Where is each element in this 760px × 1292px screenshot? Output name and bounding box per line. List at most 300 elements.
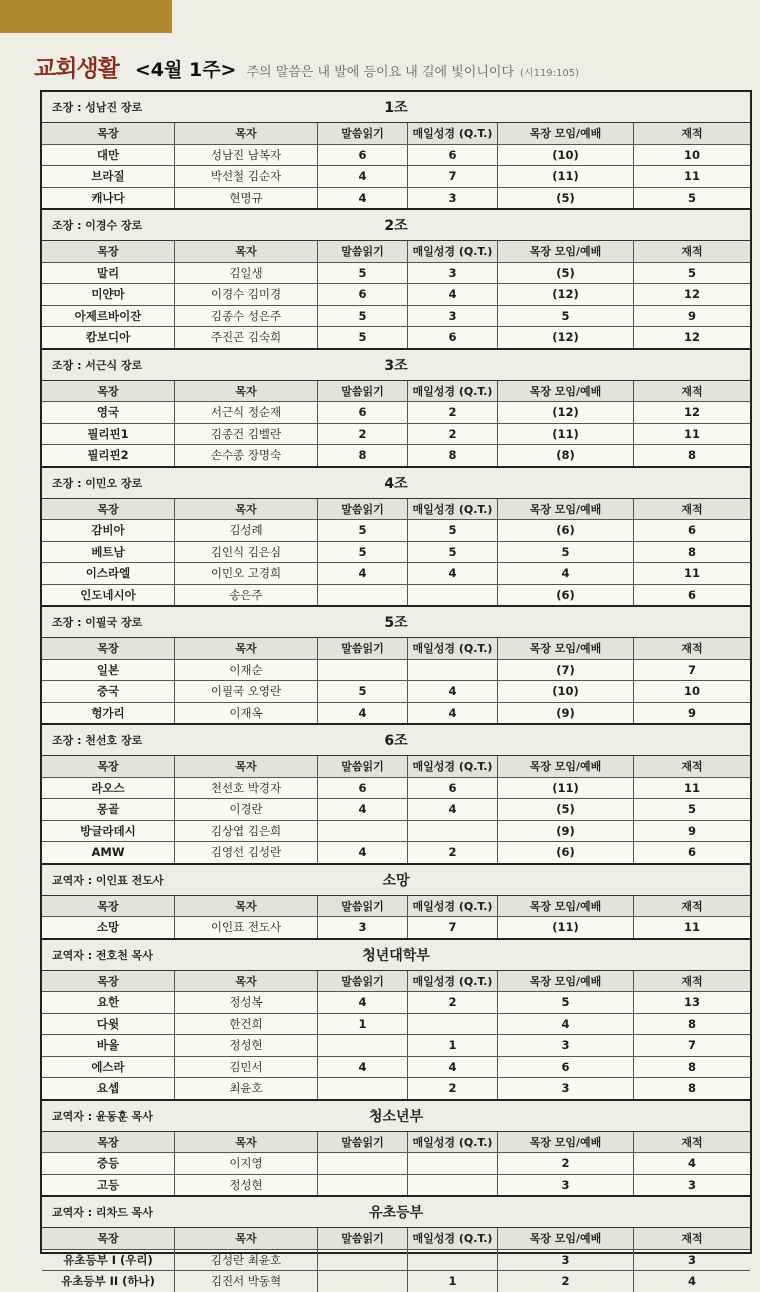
col-cell-meeting: 5 [498, 306, 634, 327]
group-leader-label: 조장 : 이필국 장로 [52, 616, 143, 629]
column-header: 말씀읽기 [318, 756, 408, 777]
group-leader-label: 교역자 : 전호천 목사 [52, 948, 153, 962]
col-cell-group: 아제르바이잔 [42, 306, 175, 327]
col-cell-qt: 2 [408, 1078, 498, 1099]
col-cell-meeting: (8) [498, 445, 634, 466]
table-row [42, 917, 750, 938]
table-header-row [42, 241, 750, 263]
group-leader-label: 조장 : 서근식 장로 [52, 358, 143, 372]
column-header: 재적 [681, 127, 703, 141]
column-header: 재적 [681, 384, 703, 398]
column-header: 매일성경 (Q.T.) [408, 971, 498, 992]
col-cell-group: 헝가리 [42, 703, 175, 724]
col-cell-meeting: (7) [498, 660, 634, 681]
col-cell-group: 대만 [42, 145, 175, 166]
col-cell-group: 일본 [42, 660, 175, 681]
col-cell-enrolled: 8 [687, 1016, 696, 1031]
col-cell-group: 미얀마 [42, 284, 175, 305]
col-cell-group: 유초등부 II (하나) [42, 1271, 175, 1292]
table-row [42, 327, 750, 348]
header-tab-block [0, 0, 172, 33]
table-row [42, 1078, 750, 1099]
col-cell-meeting: 5 [498, 542, 634, 563]
col-cell-enrolled: 9 [687, 705, 696, 720]
group-leader-label: 조장 : 성남진 장로 [52, 101, 143, 114]
col-cell-qt: 4 [408, 563, 498, 584]
column-header: 말씀읽기 [318, 971, 408, 992]
col-cell-enrolled: 9 [687, 823, 696, 838]
column-header: 목장 모임/예배 [498, 499, 634, 520]
col-cell-meeting: 3 [498, 1035, 634, 1056]
group-name: 4조 [384, 475, 408, 492]
col-cell-leader: 주진곤 김숙희 [175, 327, 318, 348]
scripture-verse: 주의 말씀은 내 발에 등이요 내 길에 빛이니이다 [246, 65, 515, 80]
group-section [42, 210, 750, 350]
column-header: 매일성경 (Q.T.) [408, 241, 498, 262]
col-cell-group: 요한 [42, 992, 175, 1013]
col-cell-enrolled: 10 [683, 684, 700, 699]
col-cell-enrolled: 6 [687, 845, 696, 860]
column-header: 목장 [42, 896, 175, 917]
col-cell-leader: 천선호 박경자 [175, 778, 318, 799]
col-cell-group: 감비아 [42, 520, 175, 541]
col-cell-reading [318, 1035, 408, 1056]
column-header: 목장 [42, 756, 175, 777]
col-cell-meeting: (6) [498, 520, 634, 541]
col-cell-leader: 김진서 박동혁 [175, 1271, 318, 1292]
table-row [42, 306, 750, 328]
col-cell-group: 베트남 [42, 542, 175, 563]
col-cell-enrolled: 8 [687, 1059, 696, 1074]
col-cell-enrolled: 4 [687, 1274, 696, 1289]
table-row [42, 1271, 750, 1292]
col-cell-leader: 이지영 [175, 1153, 318, 1174]
table-row [42, 660, 750, 682]
col-cell-enrolled: 11 [683, 169, 700, 184]
column-header: 말씀읽기 [318, 123, 408, 144]
col-cell-group: 바울 [42, 1035, 175, 1056]
col-cell-group: 에스라 [42, 1057, 175, 1078]
col-cell-group: 중국 [42, 681, 175, 702]
table-row [42, 424, 750, 446]
column-header: 목장 모임/예배 [498, 971, 634, 992]
col-cell-reading: 6 [318, 778, 408, 799]
table-row [42, 402, 750, 424]
table-row [42, 1014, 750, 1036]
group-header [42, 725, 750, 756]
col-cell-enrolled: 6 [687, 587, 696, 602]
col-cell-leader: 김인식 김은심 [175, 542, 318, 563]
table-row [42, 542, 750, 564]
group-name: 청년대학부 [362, 947, 430, 964]
col-cell-enrolled: 10 [683, 147, 700, 162]
group-section [42, 607, 750, 725]
col-cell-reading: 4 [318, 166, 408, 187]
column-header: 말씀읽기 [318, 381, 408, 402]
column-header: 말씀읽기 [318, 638, 408, 659]
column-header: 매일성경 (Q.T.) [408, 1228, 498, 1249]
col-cell-qt: 7 [408, 917, 498, 938]
col-cell-enrolled: 7 [687, 662, 696, 677]
col-cell-group: 다윗 [42, 1014, 175, 1035]
col-cell-meeting: (9) [498, 821, 634, 842]
col-cell-leader: 이민오 고경희 [175, 563, 318, 584]
column-header: 목장 [42, 241, 175, 262]
col-cell-leader: 송은주 [175, 585, 318, 606]
column-header: 말씀읽기 [318, 1228, 408, 1249]
col-cell-group: 필리핀2 [42, 445, 175, 466]
group-section [42, 1197, 750, 1292]
page-header [34, 50, 754, 80]
col-cell-group: 유초등부 I (우리) [42, 1250, 175, 1271]
col-cell-reading [318, 585, 408, 606]
col-cell-qt: 2 [408, 842, 498, 863]
column-header: 매일성경 (Q.T.) [408, 896, 498, 917]
table-header-row [42, 971, 750, 993]
col-cell-group: 필리핀1 [42, 424, 175, 445]
group-leader-label: 조장 : 이경수 장로 [52, 219, 143, 232]
table-header-row [42, 1132, 750, 1154]
column-header: 목자 [175, 1132, 318, 1153]
group-header [42, 468, 750, 499]
table-row [42, 1035, 750, 1057]
group-name: 청소년부 [368, 1108, 424, 1125]
table-header-row [42, 1228, 750, 1250]
col-cell-leader: 김일생 [175, 263, 318, 284]
column-header: 목장 [42, 123, 175, 144]
table-row [42, 1057, 750, 1079]
col-cell-leader: 이인표 전도사 [175, 917, 318, 938]
col-cell-reading [318, 660, 408, 681]
group-section [42, 1101, 750, 1198]
col-cell-meeting: (12) [498, 327, 634, 348]
table-row [42, 842, 750, 863]
col-cell-leader: 서근식 정순재 [175, 402, 318, 423]
group-header [42, 210, 750, 241]
col-cell-qt: 6 [408, 327, 498, 348]
col-cell-meeting: 4 [498, 1014, 634, 1035]
column-header: 목자 [175, 638, 318, 659]
col-cell-qt: 3 [408, 263, 498, 284]
col-cell-group: 소망 [42, 917, 175, 938]
column-header: 매일성경 (Q.T.) [408, 1132, 498, 1153]
col-cell-qt: 2 [408, 424, 498, 445]
col-cell-meeting: 5 [498, 992, 634, 1013]
col-cell-qt [408, 821, 498, 842]
col-cell-meeting: (11) [498, 424, 634, 445]
col-cell-leader: 현명규 [175, 188, 318, 209]
col-cell-leader: 김영선 김성란 [175, 842, 318, 863]
col-cell-enrolled: 8 [687, 544, 696, 559]
col-cell-qt: 3 [408, 306, 498, 327]
column-header: 목자 [175, 756, 318, 777]
table-row [42, 563, 750, 585]
col-cell-qt [408, 585, 498, 606]
column-header: 목장 [42, 381, 175, 402]
col-cell-reading: 8 [318, 445, 408, 466]
column-header: 목장 모임/예배 [498, 638, 634, 659]
column-header: 목장 [42, 499, 175, 520]
col-cell-reading [318, 1078, 408, 1099]
col-cell-leader: 성남진 남복자 [175, 145, 318, 166]
col-cell-group: 브라질 [42, 166, 175, 187]
col-cell-reading: 4 [318, 703, 408, 724]
col-cell-qt: 5 [408, 520, 498, 541]
col-cell-qt [408, 1014, 498, 1035]
col-cell-group: 요셉 [42, 1078, 175, 1099]
col-cell-qt [408, 1250, 498, 1271]
group-section [42, 940, 750, 1101]
col-cell-meeting: (11) [498, 917, 634, 938]
col-cell-qt: 1 [408, 1271, 498, 1292]
col-cell-leader: 정성현 [175, 1175, 318, 1196]
table-row [42, 778, 750, 800]
col-cell-enrolled: 5 [687, 265, 696, 280]
group-section [42, 725, 750, 865]
col-cell-enrolled: 3 [687, 1177, 696, 1192]
table-row [42, 585, 750, 606]
col-cell-leader: 김성례 [175, 520, 318, 541]
col-cell-meeting: (10) [498, 681, 634, 702]
col-cell-group: 말리 [42, 263, 175, 284]
col-cell-leader: 이재순 [175, 660, 318, 681]
col-cell-group: 이스라엘 [42, 563, 175, 584]
col-cell-reading: 5 [318, 327, 408, 348]
week-label: <4월 1주> [134, 59, 237, 81]
col-cell-reading: 6 [318, 145, 408, 166]
col-cell-reading: 4 [318, 992, 408, 1013]
col-cell-meeting: 3 [498, 1078, 634, 1099]
col-cell-meeting: (11) [498, 166, 634, 187]
table-row [42, 1250, 750, 1272]
col-cell-leader: 이필국 오영란 [175, 681, 318, 702]
col-cell-qt: 4 [408, 799, 498, 820]
column-header: 재적 [681, 245, 703, 259]
column-header: 목장 [42, 638, 175, 659]
col-cell-reading: 6 [318, 402, 408, 423]
col-cell-group: 인도네시아 [42, 585, 175, 606]
col-cell-reading: 4 [318, 799, 408, 820]
col-cell-meeting: 2 [498, 1153, 634, 1174]
page-title: 교회생활 [34, 56, 119, 82]
col-cell-meeting: (5) [498, 188, 634, 209]
col-cell-enrolled: 11 [683, 920, 700, 935]
table-row [42, 188, 750, 209]
group-header [42, 1197, 750, 1228]
group-header [42, 940, 750, 971]
col-cell-leader: 김종수 성은주 [175, 306, 318, 327]
col-cell-leader: 김상엽 김은희 [175, 821, 318, 842]
col-cell-leader: 이경란 [175, 799, 318, 820]
column-header: 목장 모임/예배 [498, 241, 634, 262]
group-name: 유초등부 [368, 1205, 424, 1221]
group-name: 3조 [384, 357, 408, 374]
group-name: 1조 [384, 100, 408, 116]
col-cell-meeting: 3 [498, 1250, 634, 1271]
col-cell-meeting: 6 [498, 1057, 634, 1078]
column-header: 목장 [42, 1132, 175, 1153]
column-header: 목자 [175, 241, 318, 262]
group-leader-label: 조장 : 천선호 장로 [52, 734, 143, 747]
col-cell-enrolled: 9 [687, 308, 696, 323]
col-cell-leader: 김종건 김벨란 [175, 424, 318, 445]
group-header [42, 350, 750, 381]
col-cell-qt: 6 [408, 778, 498, 799]
col-cell-reading: 5 [318, 542, 408, 563]
col-cell-enrolled: 12 [683, 330, 700, 345]
scripture-reference: (시119:105) [520, 68, 580, 79]
column-header: 목자 [175, 123, 318, 144]
table-row [42, 1175, 750, 1196]
table-row [42, 821, 750, 843]
col-cell-reading: 5 [318, 520, 408, 541]
table-row [42, 992, 750, 1014]
column-header: 재적 [681, 899, 703, 913]
column-header: 목장 모임/예배 [498, 123, 634, 144]
column-header: 목자 [175, 499, 318, 520]
column-header: 재적 [681, 642, 703, 656]
column-header: 목자 [175, 381, 318, 402]
column-header: 재적 [681, 1232, 703, 1246]
table-header-row [42, 499, 750, 521]
group-name: 5조 [384, 615, 408, 631]
column-header: 목장 모임/예배 [498, 896, 634, 917]
col-cell-qt: 3 [408, 188, 498, 209]
group-leader-label: 조장 : 이민오 장로 [52, 476, 143, 490]
column-header: 매일성경 (Q.T.) [408, 499, 498, 520]
table-row [42, 445, 750, 466]
column-header: 목장 모임/예배 [498, 756, 634, 777]
attendance-sheet [40, 90, 752, 1289]
column-header: 매일성경 (Q.T.) [408, 381, 498, 402]
col-cell-qt [408, 660, 498, 681]
col-cell-reading: 4 [318, 842, 408, 863]
column-header: 말씀읽기 [318, 241, 408, 262]
group-leader-label: 교역자 : 리차드 목사 [52, 1206, 153, 1219]
col-cell-reading: 3 [318, 917, 408, 938]
column-header: 말씀읽기 [318, 499, 408, 520]
col-cell-meeting: 3 [498, 1175, 634, 1196]
col-cell-leader: 정성복 [175, 992, 318, 1013]
col-cell-qt [408, 1175, 498, 1196]
col-cell-reading: 4 [318, 188, 408, 209]
column-header: 목장 [42, 971, 175, 992]
col-cell-qt: 4 [408, 681, 498, 702]
col-cell-qt: 4 [408, 1057, 498, 1078]
col-cell-leader: 이경수 김미경 [175, 284, 318, 305]
col-cell-reading: 5 [318, 306, 408, 327]
col-cell-qt: 4 [408, 284, 498, 305]
col-cell-enrolled: 11 [683, 566, 700, 581]
col-cell-leader: 정성현 [175, 1035, 318, 1056]
col-cell-qt: 5 [408, 542, 498, 563]
column-header: 말씀읽기 [318, 896, 408, 917]
col-cell-reading: 4 [318, 1057, 408, 1078]
group-header [42, 1101, 750, 1132]
col-cell-enrolled: 5 [687, 190, 696, 205]
col-cell-meeting: 2 [498, 1271, 634, 1292]
column-header: 목장 [42, 1228, 175, 1249]
column-header: 목장 모임/예배 [498, 381, 634, 402]
column-header: 재적 [681, 760, 703, 774]
col-cell-enrolled: 7 [687, 1038, 696, 1053]
col-cell-qt: 6 [408, 145, 498, 166]
column-header: 재적 [681, 974, 703, 988]
col-cell-leader: 박선철 김순자 [175, 166, 318, 187]
group-header [42, 607, 750, 638]
table-header-row [42, 756, 750, 778]
table-row [42, 703, 750, 724]
col-cell-reading: 6 [318, 284, 408, 305]
column-header: 목자 [175, 1228, 318, 1249]
table-row [42, 145, 750, 167]
table-header-row [42, 896, 750, 918]
table-header-row [42, 123, 750, 145]
column-header: 매일성경 (Q.T.) [408, 756, 498, 777]
column-header: 말씀읽기 [318, 1132, 408, 1153]
col-cell-leader: 김민서 [175, 1057, 318, 1078]
col-cell-leader: 최윤호 [175, 1078, 318, 1099]
group-section [42, 350, 750, 468]
group-header [42, 865, 750, 896]
col-cell-meeting: (5) [498, 263, 634, 284]
col-cell-qt: 8 [408, 445, 498, 466]
col-cell-leader: 손수종 장명숙 [175, 445, 318, 466]
col-cell-reading: 4 [318, 563, 408, 584]
group-section [42, 468, 750, 608]
col-cell-reading [318, 821, 408, 842]
group-header [42, 92, 750, 123]
col-cell-enrolled: 12 [683, 287, 700, 302]
col-cell-enrolled: 11 [683, 426, 700, 441]
column-header: 목자 [175, 896, 318, 917]
group-name: 소망 [382, 872, 410, 889]
col-cell-reading [318, 1175, 408, 1196]
column-header: 매일성경 (Q.T.) [408, 123, 498, 144]
col-cell-enrolled: 8 [687, 1081, 696, 1096]
col-cell-group: 중등 [42, 1153, 175, 1174]
col-cell-enrolled: 11 [683, 780, 700, 795]
col-cell-meeting: 4 [498, 563, 634, 584]
col-cell-leader: 한건희 [175, 1014, 318, 1035]
column-header: 재적 [681, 1135, 703, 1149]
col-cell-meeting: (6) [498, 842, 634, 863]
col-cell-meeting: (11) [498, 778, 634, 799]
col-cell-meeting: (10) [498, 145, 634, 166]
group-leader-label: 교역자 : 이인표 전도사 [52, 873, 164, 887]
col-cell-group: 캐나다 [42, 188, 175, 209]
col-cell-qt: 4 [408, 703, 498, 724]
col-cell-enrolled: 4 [687, 1156, 696, 1171]
col-cell-meeting: (6) [498, 585, 634, 606]
table-header-row [42, 381, 750, 403]
col-cell-reading: 1 [318, 1014, 408, 1035]
col-cell-meeting: (12) [498, 402, 634, 423]
group-name: 2조 [384, 218, 408, 234]
col-cell-group: 영국 [42, 402, 175, 423]
col-cell-reading: 5 [318, 681, 408, 702]
col-cell-reading: 2 [318, 424, 408, 445]
col-cell-leader: 김성란 최윤호 [175, 1250, 318, 1271]
table-row [42, 263, 750, 285]
table-row [42, 799, 750, 821]
group-name: 6조 [384, 733, 408, 749]
col-cell-qt: 7 [408, 166, 498, 187]
col-cell-enrolled: 5 [687, 802, 696, 817]
col-cell-enrolled: 6 [687, 523, 696, 538]
column-header: 목자 [175, 971, 318, 992]
column-header: 매일성경 (Q.T.) [408, 638, 498, 659]
